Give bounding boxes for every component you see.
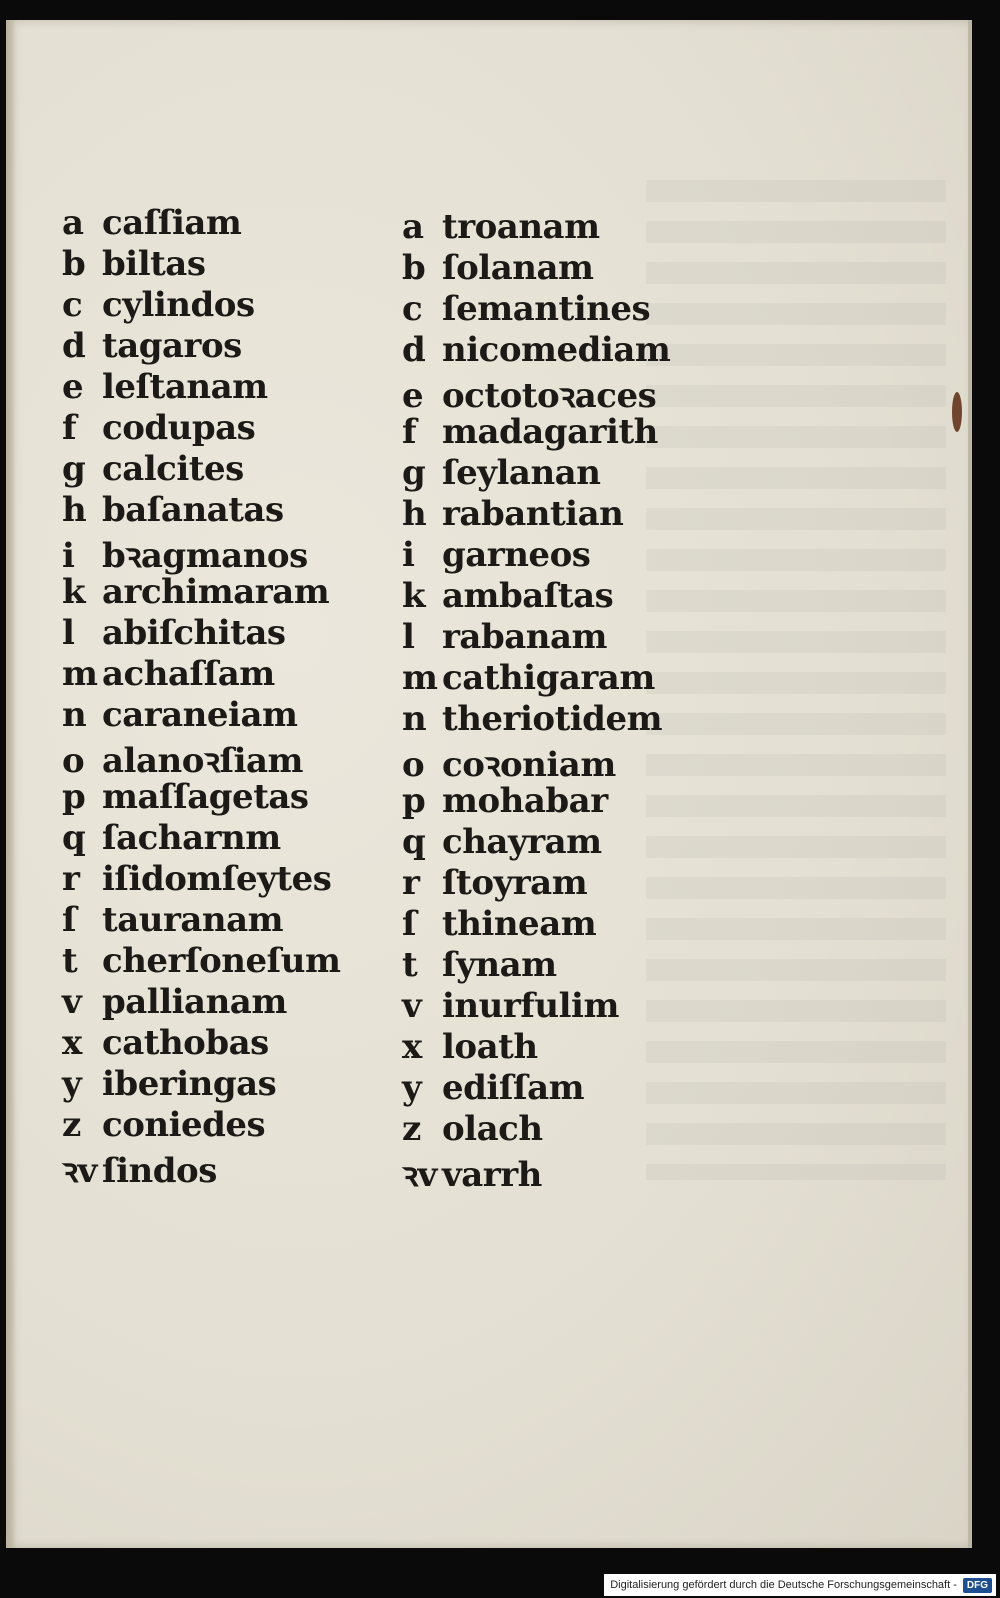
list-entry bbox=[62, 449, 340, 490]
list-entry bbox=[402, 330, 670, 371]
entry-letter: n bbox=[402, 699, 427, 739]
entry-letter: p bbox=[62, 777, 86, 817]
entry-word: pallianam bbox=[102, 982, 287, 1022]
entry-letter: k bbox=[402, 576, 426, 616]
entry-letter: l bbox=[402, 617, 415, 657]
entry-word: tauranam bbox=[102, 900, 284, 940]
entry-word: coꝛoniam bbox=[442, 745, 616, 785]
entry-letter: v bbox=[402, 986, 422, 1026]
entry-word: cherſoneſum bbox=[102, 941, 341, 981]
list-entry bbox=[62, 244, 340, 285]
entry-word: ſacharnm bbox=[102, 818, 281, 858]
entry-letter: m bbox=[62, 654, 98, 694]
entry-word: mohabar bbox=[442, 781, 608, 821]
entry-word: archimaram bbox=[102, 572, 330, 612]
entry-word: cathigaram bbox=[442, 658, 655, 698]
show-through-text bbox=[646, 180, 946, 1180]
list-entry bbox=[402, 494, 670, 535]
entry-word: chayram bbox=[442, 822, 602, 862]
list-entry bbox=[402, 453, 670, 494]
entry-word: iſidomſeytes bbox=[102, 859, 332, 899]
entry-letter: h bbox=[402, 494, 427, 534]
list-entry bbox=[62, 613, 340, 654]
list-entry bbox=[402, 863, 670, 904]
page-gutter-shadow bbox=[6, 20, 16, 1548]
list-entry bbox=[62, 818, 340, 859]
list-entry bbox=[402, 781, 670, 822]
list-entry bbox=[62, 654, 340, 695]
entry-letter: m bbox=[402, 658, 438, 698]
right-word-list bbox=[402, 207, 671, 1195]
entry-letter: ꝛv bbox=[402, 1155, 437, 1195]
list-entry bbox=[62, 695, 340, 736]
list-entry bbox=[62, 941, 340, 982]
entry-word: ſtoyram bbox=[442, 863, 588, 903]
entry-word: ſemantines bbox=[442, 289, 651, 329]
list-entry bbox=[402, 658, 670, 699]
entry-word: garneos bbox=[442, 535, 591, 575]
entry-word: codupas bbox=[102, 408, 256, 448]
entry-letter: r bbox=[62, 859, 80, 899]
entry-letter: y bbox=[402, 1068, 422, 1108]
entry-letter: g bbox=[402, 453, 426, 493]
entry-word: leſtanam bbox=[102, 367, 268, 407]
left-word-list bbox=[62, 203, 341, 1191]
entry-letter: e bbox=[62, 367, 84, 407]
entry-word: bꝛagmanos bbox=[102, 536, 308, 576]
list-entry bbox=[62, 408, 340, 449]
entry-word: olach bbox=[442, 1109, 543, 1149]
list-entry bbox=[402, 986, 670, 1027]
entry-word: calcites bbox=[102, 449, 244, 489]
list-entry bbox=[402, 248, 670, 289]
entry-word: tagaros bbox=[102, 326, 242, 366]
list-entry bbox=[62, 900, 340, 941]
list-entry bbox=[62, 572, 340, 613]
list-entry bbox=[62, 531, 340, 576]
entry-word: ambaſtas bbox=[442, 576, 614, 616]
list-entry bbox=[402, 1068, 670, 1109]
entry-letter: z bbox=[402, 1109, 421, 1149]
entry-word: cathobas bbox=[102, 1023, 269, 1063]
entry-word: inurfulim bbox=[442, 986, 619, 1026]
entry-letter: d bbox=[62, 326, 86, 366]
list-entry bbox=[402, 412, 670, 453]
entry-letter: z bbox=[62, 1105, 81, 1145]
entry-letter: t bbox=[402, 945, 418, 985]
list-entry bbox=[62, 777, 340, 818]
entry-word: ſeylanan bbox=[442, 453, 601, 493]
entry-letter: o bbox=[402, 745, 425, 785]
list-entry bbox=[62, 736, 340, 781]
list-entry bbox=[62, 367, 340, 408]
entry-word: caraneiam bbox=[102, 695, 298, 735]
entry-letter: b bbox=[62, 244, 86, 284]
entry-letter: f bbox=[62, 408, 77, 448]
digitization-credit bbox=[604, 1574, 996, 1596]
entry-letter: h bbox=[62, 490, 87, 530]
entry-letter: d bbox=[402, 330, 426, 370]
list-entry bbox=[402, 1109, 670, 1150]
list-entry bbox=[402, 740, 670, 785]
entry-letter: o bbox=[62, 741, 85, 781]
list-entry bbox=[402, 1150, 670, 1195]
entry-word: achaſſam bbox=[102, 654, 275, 694]
credit-text: Digitalisierung gefördert durch die Deutsche Forschungsgemeinschaft - bbox=[610, 1579, 957, 1591]
list-entry bbox=[62, 285, 340, 326]
list-entry bbox=[402, 699, 670, 740]
entry-letter: l bbox=[62, 613, 75, 653]
list-entry bbox=[62, 1105, 340, 1146]
entry-word: rabantian bbox=[442, 494, 624, 534]
entry-letter: k bbox=[62, 572, 86, 612]
list-entry bbox=[62, 1146, 340, 1191]
list-entry bbox=[62, 490, 340, 531]
list-entry bbox=[62, 326, 340, 367]
list-entry bbox=[62, 203, 340, 244]
entry-letter: x bbox=[62, 1023, 82, 1063]
entry-letter: q bbox=[402, 822, 426, 862]
list-entry bbox=[402, 904, 670, 945]
entry-word: baſanatas bbox=[102, 490, 284, 530]
entry-word: madagarith bbox=[442, 412, 658, 452]
entry-word: cylindos bbox=[102, 285, 255, 325]
entry-word: loath bbox=[442, 1027, 538, 1067]
list-entry bbox=[402, 617, 670, 658]
book-page bbox=[6, 20, 972, 1548]
entry-word: ſolanam bbox=[442, 248, 594, 288]
entry-word: theriotidem bbox=[442, 699, 663, 739]
entry-word: troanam bbox=[442, 207, 600, 247]
entry-word: thineam bbox=[442, 904, 597, 944]
entry-word: ſynam bbox=[442, 945, 557, 985]
entry-word: iberingas bbox=[102, 1064, 277, 1104]
entry-word: octotoꝛaces bbox=[442, 376, 657, 416]
entry-word: biltas bbox=[102, 244, 206, 284]
list-entry bbox=[402, 207, 670, 248]
entry-letter: b bbox=[402, 248, 426, 288]
list-entry bbox=[62, 1064, 340, 1105]
entry-word: caſſiam bbox=[102, 203, 242, 243]
entry-letter: t bbox=[62, 941, 78, 981]
entry-letter: n bbox=[62, 695, 87, 735]
entry-word: ſindos bbox=[102, 1151, 217, 1191]
entry-letter: v bbox=[62, 982, 82, 1022]
list-entry bbox=[62, 859, 340, 900]
entry-letter: g bbox=[62, 449, 86, 489]
entry-letter: ſ bbox=[402, 904, 417, 944]
list-entry bbox=[62, 1023, 340, 1064]
list-entry bbox=[62, 982, 340, 1023]
entry-letter: c bbox=[402, 289, 423, 329]
entry-letter: e bbox=[402, 376, 424, 416]
list-entry bbox=[402, 822, 670, 863]
list-entry bbox=[402, 576, 670, 617]
list-entry bbox=[402, 289, 670, 330]
entry-word: ediſſam bbox=[442, 1068, 585, 1108]
entry-letter: ꝛv bbox=[62, 1151, 97, 1191]
entry-letter: y bbox=[62, 1064, 82, 1104]
entry-letter: i bbox=[62, 536, 75, 576]
entry-letter: x bbox=[402, 1027, 422, 1067]
page-stain bbox=[952, 392, 962, 432]
entry-word: abiſchitas bbox=[102, 613, 286, 653]
entry-word: alanoꝛſiam bbox=[102, 741, 304, 781]
entry-word: varrh bbox=[442, 1155, 542, 1195]
list-entry bbox=[402, 945, 670, 986]
list-entry bbox=[402, 371, 670, 416]
entry-letter: c bbox=[62, 285, 83, 325]
entry-letter: i bbox=[402, 535, 415, 575]
list-entry bbox=[402, 1027, 670, 1068]
entry-letter: r bbox=[402, 863, 420, 903]
dfg-logo: DFG bbox=[963, 1578, 992, 1593]
entry-letter: ſ bbox=[62, 900, 77, 940]
entry-letter: q bbox=[62, 818, 86, 858]
entry-letter: a bbox=[402, 207, 424, 247]
entry-word: nicomediam bbox=[442, 330, 671, 370]
entry-word: rabanam bbox=[442, 617, 607, 657]
entry-letter: a bbox=[62, 203, 84, 243]
entry-letter: f bbox=[402, 412, 417, 452]
entry-word: coniedes bbox=[102, 1105, 266, 1145]
entry-letter: p bbox=[402, 781, 426, 821]
list-entry bbox=[402, 535, 670, 576]
entry-word: maſſagetas bbox=[102, 777, 309, 817]
